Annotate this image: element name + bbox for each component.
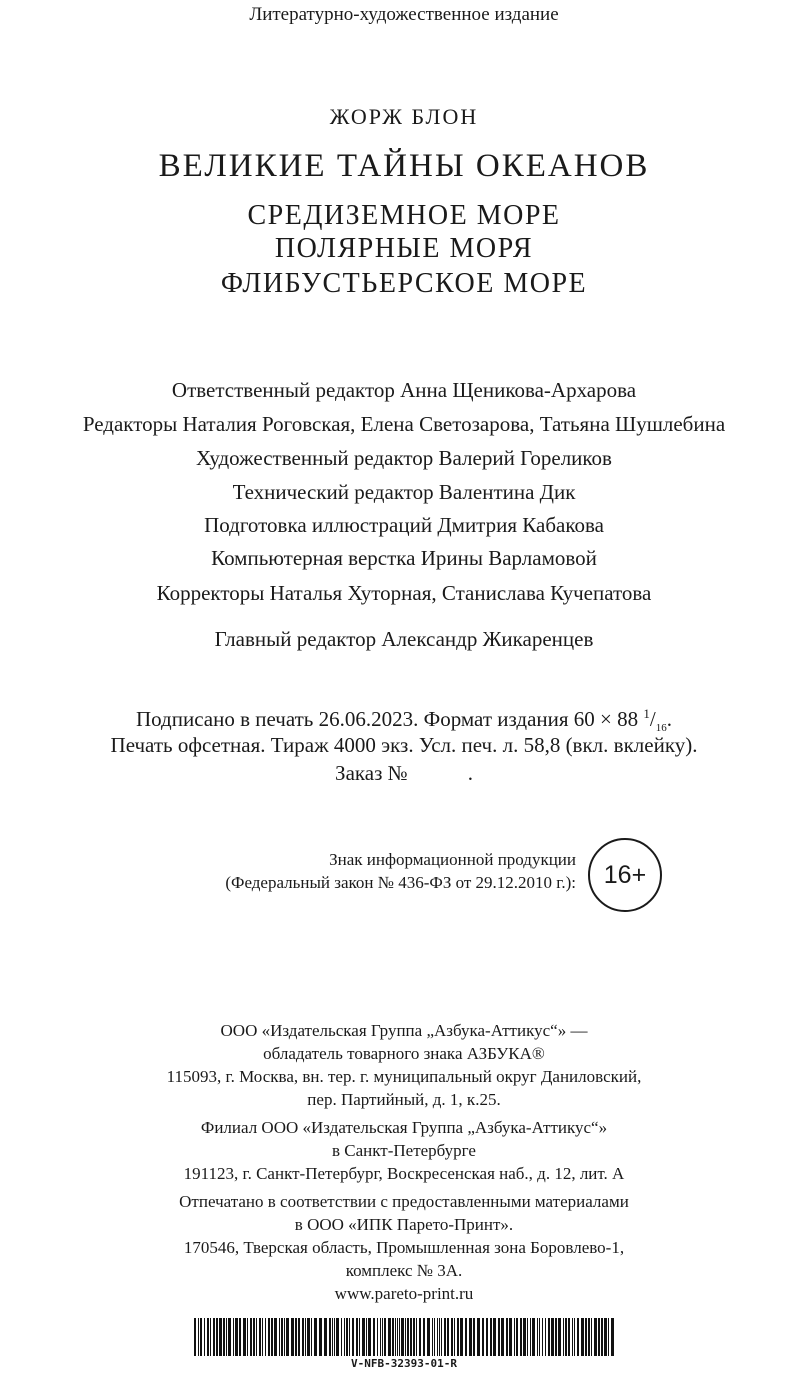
barcode-bar <box>274 1318 277 1356</box>
barcode-bar <box>311 1318 312 1356</box>
barcode-bar <box>247 1318 248 1356</box>
barcode-bar <box>359 1318 360 1356</box>
barcode-bar <box>451 1318 453 1356</box>
barcode-bar <box>514 1318 515 1356</box>
barcode-bar <box>356 1318 358 1356</box>
barcode-bar <box>219 1318 222 1356</box>
barcode-bar <box>427 1318 430 1356</box>
barcode-bar <box>432 1318 433 1356</box>
barcode-bar <box>482 1318 484 1356</box>
credit-layout: Компьютерная верстка Ирины Варламовой <box>211 546 597 570</box>
barcode-bar <box>537 1318 538 1356</box>
barcode-bar <box>434 1318 435 1356</box>
barcode-bar <box>545 1318 546 1356</box>
branch-line-3: 191123, г. Санкт-Петербург, Воскресенская наб., д. 12, лит. А <box>183 1164 625 1183</box>
print-signed-text: Подписано в печать 26.06.2023. Формат издания 60 × 88 <box>135 707 644 731</box>
barcode-bar <box>410 1318 412 1356</box>
book-title: ВЕЛИКИЕ ТАЙНЫ ОКЕАНОВ <box>158 148 650 184</box>
barcode-bar <box>465 1318 467 1356</box>
barcode-bar <box>352 1318 354 1356</box>
barcode-bar <box>498 1318 500 1356</box>
print-details-line: Печать офсетная. Тираж 4000 экз. Усл. печ. л. 58,8 (вкл. вклейку). <box>110 733 698 757</box>
barcode-bar <box>523 1318 526 1356</box>
barcode-bar <box>401 1318 404 1356</box>
barcode-bar <box>577 1318 579 1356</box>
barcode-bar <box>598 1318 600 1356</box>
barcode-bar <box>460 1318 463 1356</box>
publisher-line-4: пер. Партийный, д. 1, к.25. <box>307 1090 501 1109</box>
barcode-bar <box>298 1318 300 1356</box>
barcode-bar <box>539 1318 540 1356</box>
barcode-bar <box>319 1318 322 1356</box>
barcode-bar <box>520 1318 522 1356</box>
barcode-bar <box>477 1318 480 1356</box>
barcode-bar <box>558 1318 561 1356</box>
age-rating-badge: 16+ <box>588 838 662 912</box>
barcode-bar <box>530 1318 531 1356</box>
barcode-bar <box>226 1318 227 1356</box>
barcode-bar <box>362 1318 365 1356</box>
barcode-bar <box>259 1318 261 1356</box>
barcode-bar <box>295 1318 297 1356</box>
barcode-bar <box>284 1318 285 1356</box>
barcode-bar <box>581 1318 584 1356</box>
barcode-bar <box>250 1318 252 1356</box>
barcode-bar <box>444 1318 446 1356</box>
barcode-bar <box>441 1318 442 1356</box>
barcode-bar <box>314 1318 317 1356</box>
barcode-bar <box>413 1318 415 1356</box>
barcode-bar <box>551 1318 554 1356</box>
branch-line-1: Филиал ООО «Издательская Группа „Азбука-Аттикус“» <box>200 1118 608 1137</box>
barcode-bar <box>377 1318 378 1356</box>
barcode-bar <box>486 1318 488 1356</box>
barcode-bar <box>490 1318 492 1356</box>
author-name: ЖОРЖ БЛОН <box>329 104 479 129</box>
barcode-bar <box>213 1318 215 1356</box>
barcode-bar <box>416 1318 417 1356</box>
barcode-bar <box>262 1318 263 1356</box>
barcode-bar <box>271 1318 273 1356</box>
barcode-bar <box>366 1318 367 1356</box>
barcode-bar <box>447 1318 449 1356</box>
barcode-bar <box>349 1318 350 1356</box>
publisher-line-2: обладатель товарного знака АЗБУКА® <box>263 1044 545 1063</box>
credit-chief-editor: Главный редактор Александр Жикаренцев <box>214 627 594 651</box>
barcode-bar <box>437 1318 438 1356</box>
order-line <box>0 761 808 786</box>
barcode-bar <box>329 1318 331 1356</box>
barcode-bar <box>384 1318 386 1356</box>
info-sign-text <box>140 848 576 894</box>
edition-type: Литературно-художественное издание <box>249 4 559 25</box>
credit-editors: Редакторы Наталия Роговская, Елена Светозарова, Татьяна Шушлебина <box>82 412 726 436</box>
barcode-bar <box>256 1318 257 1356</box>
barcode-bar <box>346 1318 348 1356</box>
subtitle-1: СРЕДИЗЕМНОЕ МОРЕ <box>247 200 561 231</box>
credit-tech-editor: Технический редактор Валентина Дик <box>232 480 576 504</box>
barcode-bar <box>223 1318 225 1356</box>
barcode-bar <box>608 1318 609 1356</box>
barcode-bar <box>291 1318 294 1356</box>
barcode-bar <box>268 1318 270 1356</box>
order-end-dot: . <box>467 761 473 785</box>
barcode-bar <box>210 1318 211 1356</box>
barcode-bar <box>574 1318 575 1356</box>
barcode-bar <box>341 1318 342 1356</box>
barcode-bar <box>568 1318 570 1356</box>
barcode-bar <box>439 1318 440 1356</box>
barcode-bar <box>302 1318 304 1356</box>
format-fraction-numerator: 1 <box>643 706 650 721</box>
barcode-text: V-NFB-32393-01-R <box>351 1357 457 1370</box>
barcode-bar <box>469 1318 472 1356</box>
format-fraction-denominator: 16 <box>655 722 667 735</box>
barcode-bar <box>548 1318 550 1356</box>
barcode-bar <box>419 1318 421 1356</box>
barcode-bar <box>233 1318 234 1356</box>
barcode-bar <box>305 1318 306 1356</box>
barcode-bar <box>286 1318 289 1356</box>
info-sign-line-1: Знак информационной продукции <box>329 850 576 869</box>
barcode-bar <box>368 1318 371 1356</box>
barcode-bar <box>563 1318 564 1356</box>
barcode-bar <box>336 1318 339 1356</box>
barcode-bar <box>204 1318 205 1356</box>
barcode-bar <box>601 1318 603 1356</box>
barcode-bar <box>509 1318 512 1356</box>
branch-line-2: в Санкт-Петербурге <box>332 1141 476 1160</box>
barcode-bar <box>388 1318 391 1356</box>
barcode-bar <box>235 1318 238 1356</box>
barcode-bar <box>565 1318 567 1356</box>
barcode-bar <box>253 1318 255 1356</box>
barcode-bar <box>332 1318 333 1356</box>
credit-proofreaders: Корректоры Наталья Хуторная, Станислава Кучепатова <box>156 581 652 605</box>
barcode-bar <box>399 1318 400 1356</box>
barcode-bar <box>493 1318 496 1356</box>
credit-art-editor: Художественный редактор Валерий Гореликов <box>196 446 612 470</box>
barcode-bar <box>542 1318 543 1356</box>
barcode-bar <box>307 1318 310 1356</box>
barcode-bar <box>591 1318 592 1356</box>
format-fraction-slash: / <box>649 707 656 731</box>
barcode-bar <box>532 1318 535 1356</box>
barcode-bar <box>506 1318 508 1356</box>
publisher-line-1: ООО «Издательская Группа „Азбука-Аттикус“» — <box>220 1021 588 1040</box>
info-sign-line-2: (Федеральный закон № 436-ФЗ от 29.12.2010 г.): <box>225 873 576 892</box>
barcode-bar <box>194 1318 196 1356</box>
publisher-line-3: 115093, г. Москва, вн. тер. г. муниципальный округ Даниловский, <box>166 1067 642 1086</box>
barcode-bar <box>200 1318 202 1356</box>
barcode-bar <box>572 1318 573 1356</box>
barcode-bar <box>382 1318 383 1356</box>
barcode-bar <box>207 1318 209 1356</box>
barcode-bar <box>344 1318 345 1356</box>
barcode-bar <box>457 1318 459 1356</box>
barcode-bar <box>324 1318 327 1356</box>
barcode-bar <box>281 1318 283 1356</box>
barcode-bar <box>198 1318 199 1356</box>
barcode <box>194 1318 614 1356</box>
barcode-bar <box>555 1318 557 1356</box>
printer-line-2: в ООО «ИПК Парето-Принт». <box>294 1215 514 1234</box>
barcode-bar <box>527 1318 528 1356</box>
barcode-bar <box>395 1318 396 1356</box>
credit-responsible-editor: Ответственный редактор Анна Щеникова-Архарова <box>171 378 637 402</box>
printer-line-1: Отпечатано в соответствии с предоставленными материалами <box>179 1192 629 1211</box>
barcode-bar <box>454 1318 455 1356</box>
barcode-bar <box>588 1318 590 1356</box>
barcode-bar <box>604 1318 607 1356</box>
barcode-bar <box>585 1318 587 1356</box>
barcode-bar <box>279 1318 280 1356</box>
barcode-bar <box>501 1318 504 1356</box>
printer-line-4: комплекс № 3А. <box>345 1261 463 1280</box>
barcode-bar <box>594 1318 597 1356</box>
subtitle-2: ПОЛЯРНЫЕ МОРЯ <box>274 233 534 264</box>
print-signed-line <box>0 706 808 734</box>
barcode-bar <box>216 1318 218 1356</box>
barcode-bar <box>265 1318 266 1356</box>
barcode-bar <box>611 1318 614 1356</box>
format-end-dot: . <box>666 707 672 731</box>
barcode-bar <box>407 1318 409 1356</box>
printer-website: www.pareto-print.ru <box>334 1284 474 1303</box>
printer-line-3: 170546, Тверская область, Промышленная зона Боровлево-1, <box>183 1238 625 1257</box>
barcode-bar <box>334 1318 335 1356</box>
barcode-bar <box>405 1318 406 1356</box>
subtitle-3: ФЛИБУСТЬЕРСКОЕ МОРЕ <box>220 268 588 299</box>
credit-illustrations: Подготовка иллюстраций Дмитрия Кабакова <box>204 513 604 537</box>
barcode-bar <box>392 1318 394 1356</box>
barcode-bar <box>380 1318 381 1356</box>
barcode-bar <box>243 1318 246 1356</box>
barcode-bar <box>423 1318 425 1356</box>
barcode-bar <box>228 1318 231 1356</box>
order-label: Заказ № <box>335 761 408 785</box>
barcode-bar <box>239 1318 241 1356</box>
barcode-bar <box>373 1318 375 1356</box>
barcode-bar <box>473 1318 475 1356</box>
barcode-bar <box>516 1318 518 1356</box>
barcode-bar <box>397 1318 398 1356</box>
